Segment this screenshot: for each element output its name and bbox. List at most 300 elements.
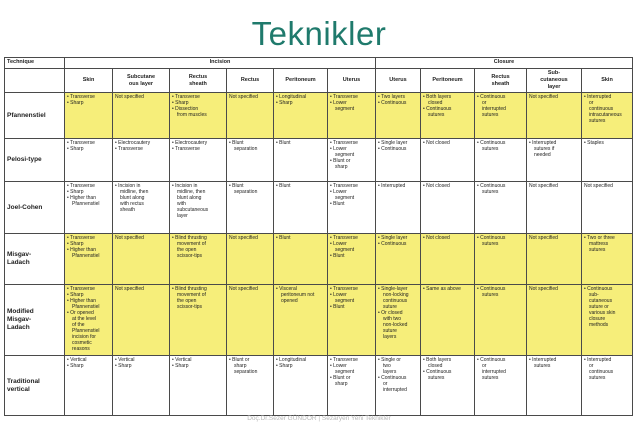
table-cell (582, 234, 633, 285)
cell-text: Not specified (115, 235, 144, 241)
cell-text: layers (383, 369, 397, 375)
cell-text: • Electrocautery (115, 140, 151, 146)
cell-text: • Lower (330, 189, 347, 195)
cell-text: • Vertical (67, 357, 87, 363)
cell-text: • Blunt (229, 140, 244, 146)
cell-text: • Transverse (330, 94, 358, 100)
cell-text: sutures (482, 189, 499, 195)
cell-text: • Continuous (477, 357, 506, 363)
cell-text: • Sharp (276, 100, 293, 106)
cell-text: • Staples (584, 140, 604, 146)
cell-text: • Lower (330, 363, 347, 369)
cell-text: Not specified (115, 286, 144, 292)
cell-text: scissor-tips (177, 253, 203, 259)
table-cell (527, 285, 582, 356)
cell-text: • Interrupted (584, 94, 612, 100)
cell-text: sutures (428, 375, 445, 381)
table-cell (65, 356, 113, 416)
cell-text: • Blunt or (229, 357, 250, 363)
cell-text: • Continuous (477, 235, 506, 241)
cell-text: continuous (589, 106, 614, 112)
table-cell (328, 93, 376, 139)
table-cell (170, 182, 227, 234)
cell-text: • Single or (378, 357, 401, 363)
column-header (527, 69, 582, 93)
cell-text: • Lower (330, 146, 347, 152)
table-cell (376, 356, 421, 416)
cell-text: • Blunt (276, 183, 291, 189)
table-cell (582, 93, 633, 139)
technique-name (5, 182, 65, 234)
cell-text: • Lower (330, 241, 347, 247)
cell-text: midline, then (120, 189, 149, 195)
closure-header: Closure (376, 58, 633, 69)
table-cell (65, 182, 113, 234)
table-cell (170, 285, 227, 356)
cell-text: suture (383, 328, 397, 334)
cell-text: • Two or three (584, 235, 615, 241)
cell-text: • Sharp (67, 363, 84, 369)
cell-text: segment (335, 298, 355, 304)
technique-row (5, 285, 633, 356)
technique-name-line: Traditional (7, 377, 40, 385)
cell-text: or (482, 100, 487, 106)
column-header-line: Rectus (491, 73, 510, 80)
cell-text: • Vertical (172, 357, 192, 363)
table-cell (227, 285, 274, 356)
cell-text: • Sharp (67, 241, 84, 247)
column-header-line: layer (547, 84, 561, 90)
cell-text: interrupted (482, 106, 506, 112)
cell-text: the open (177, 247, 197, 253)
table-cell (227, 234, 274, 285)
cell-text: the open (177, 298, 197, 304)
cell-text: Not specified (529, 235, 558, 241)
cell-text: interrupted (383, 387, 407, 393)
cell-text: • Incision in (115, 183, 141, 189)
cell-text: • Blunt (276, 140, 291, 146)
table-cell (421, 139, 475, 182)
cell-text: • Blunt (229, 183, 244, 189)
table-cell (376, 93, 421, 139)
column-header-line: Rectus (188, 73, 208, 80)
table-cell (274, 356, 328, 416)
cell-text: closure (589, 316, 606, 322)
table-cell (421, 285, 475, 356)
cell-text: • Transverse (330, 140, 358, 146)
cell-text: • Transverse (67, 286, 95, 292)
table-cell (65, 285, 113, 356)
table-cell (376, 182, 421, 234)
table-cell (113, 182, 170, 234)
cell-text: • Transverse (330, 357, 358, 363)
incision-header: Incision (65, 58, 376, 69)
cell-text: • Sharp (67, 146, 84, 152)
cell-text: • Both layers (423, 357, 452, 363)
cell-text: • Continuous (423, 369, 452, 375)
column-header-row (5, 69, 633, 93)
technique-name (5, 139, 65, 182)
table-cell (274, 182, 328, 234)
cell-text: • Two layers (378, 94, 405, 100)
technique-name-line: Pelosi-type (7, 156, 42, 163)
cell-text: with rectus (120, 201, 144, 207)
table-cell (527, 139, 582, 182)
cell-text: segment (335, 106, 355, 112)
cell-text: Not specified (584, 183, 613, 189)
cell-text: • Blunt or (330, 158, 351, 164)
cell-text: Not specified (529, 286, 558, 292)
column-header-line: Uterus (342, 77, 361, 83)
cell-text: continuous (383, 298, 408, 304)
cell-text: • Blunt or (330, 375, 351, 381)
table-cell (582, 139, 633, 182)
cell-text: intracutaneous (589, 112, 622, 118)
cell-text: • Sharp (172, 363, 189, 369)
cell-text: opened (281, 298, 298, 304)
cell-text: mattress (589, 241, 609, 247)
table-cell (113, 93, 170, 139)
table-cell (274, 93, 328, 139)
cell-text: • Blunt (330, 253, 345, 259)
cell-text: sutures (482, 112, 499, 118)
cell-text: of the (72, 322, 85, 328)
column-header-line: sheath (491, 80, 510, 87)
cell-text: various skin (589, 310, 616, 316)
cell-text: sutures (589, 247, 606, 253)
technique-name-line: vertical (7, 385, 30, 393)
cell-text: sutures if (534, 146, 555, 152)
technique-name-line: Modified (7, 308, 34, 315)
table-cell (65, 93, 113, 139)
cell-text: two (383, 363, 391, 369)
cell-text: incision for (72, 334, 96, 340)
cell-text: Pfannenstiel (72, 253, 100, 259)
cell-text: • Single layer (378, 140, 408, 146)
table-cell (227, 93, 274, 139)
table-cell (328, 285, 376, 356)
column-header (328, 69, 376, 93)
cell-text: cosmetic (72, 340, 92, 346)
table-cell (328, 182, 376, 234)
cell-text: • Continuous (423, 106, 452, 112)
table-cell (274, 139, 328, 182)
cell-text: continuous (589, 369, 614, 375)
cell-text: Not specified (115, 94, 144, 100)
cell-text: separation (234, 146, 258, 152)
cell-text: • Transverse (67, 94, 95, 100)
cell-text: Not specified (229, 235, 258, 241)
cell-text: closed (428, 363, 443, 369)
technique-row (5, 139, 633, 182)
cell-text: • Higher than (67, 195, 96, 201)
cell-text: • Longitudinal (276, 357, 307, 363)
column-header (582, 69, 633, 93)
technique-name-line: Joel-Cohen (7, 203, 43, 211)
cell-text: • Interrupted (529, 357, 557, 363)
table-cell (170, 139, 227, 182)
cell-text: • Blind thrusting (172, 286, 207, 292)
cell-text: • Both layers (423, 94, 452, 100)
technique-row (5, 182, 633, 234)
cell-text: • Blunt (330, 304, 345, 310)
table-cell (527, 93, 582, 139)
cell-text: with (177, 201, 186, 207)
cell-text: • Sharp (67, 100, 84, 106)
cell-text: • Continuous (378, 100, 407, 106)
table-cell (475, 234, 527, 285)
table-cell (421, 234, 475, 285)
cell-text: layer (177, 213, 188, 219)
column-header-line: Peritoneum (285, 77, 316, 83)
cell-text: or (383, 381, 388, 387)
table-cell (527, 182, 582, 234)
cell-text: • Blunt (276, 235, 291, 241)
table-cell (170, 234, 227, 285)
column-header-line: Peritoneum (432, 77, 463, 83)
cell-text: • Incision in (172, 183, 198, 189)
table-cell (475, 139, 527, 182)
table-cell (475, 93, 527, 139)
table-cell (170, 93, 227, 139)
technique-name-line: Ladach (7, 259, 30, 266)
cell-text: • Transverse (67, 140, 95, 146)
cell-text: segment (335, 369, 355, 375)
column-header-line: Uterus (389, 77, 407, 83)
cell-text: • Continuous (378, 241, 407, 247)
column-header (65, 69, 113, 93)
cell-text: sutures (482, 146, 499, 152)
cell-text: • Continuous (584, 286, 613, 292)
cell-text: Pfannenstiel (72, 304, 100, 310)
technique-name (5, 285, 65, 356)
table-cell (328, 356, 376, 416)
blank-header-cell (5, 69, 65, 93)
column-header (421, 69, 475, 93)
cell-text: • Transverse (330, 235, 358, 241)
cell-text: layers (383, 334, 397, 340)
cell-text: • Not closed (423, 183, 450, 189)
column-header (227, 69, 274, 93)
footer-text: Doç.Dr.Sezer GÜNDOR | Sezaryen Yeni Teknikler (247, 415, 391, 422)
cell-text: scissor-tips (177, 304, 203, 310)
cell-text: sharp (335, 164, 348, 170)
cell-text: cutaneous (589, 298, 613, 304)
table-cell (527, 234, 582, 285)
cell-text: • Transverse (115, 146, 143, 152)
cell-text: non-locked (383, 322, 408, 328)
cell-text: • Interrupted (378, 183, 406, 189)
technique-row (5, 234, 633, 285)
cell-text: sutures (589, 118, 606, 124)
table-cell (527, 356, 582, 416)
cell-text: • Transverse (172, 94, 200, 100)
cell-text: • Continuous (477, 94, 506, 100)
table-cell (274, 234, 328, 285)
cell-text: closed (428, 100, 443, 106)
column-header-line: Rectus (240, 77, 260, 83)
cell-text: Not specified (529, 94, 558, 100)
cell-text: • Sharp (172, 100, 189, 106)
cell-text: blunt along (120, 195, 145, 201)
cell-text: sutures (482, 241, 499, 247)
cell-text: • Higher than (67, 247, 96, 253)
technique-name-line: Misgav- (7, 316, 32, 323)
cell-text: • Blind thrusting (172, 235, 207, 241)
cell-text: peritoneum not (281, 292, 315, 298)
techniques-table (4, 57, 633, 416)
cell-text: with two (383, 316, 402, 322)
cell-text: movement of (177, 241, 206, 247)
cell-text: • Sharp (67, 189, 84, 195)
cell-text: • Not closed (423, 140, 450, 146)
cell-text: movement of (177, 292, 206, 298)
cell-text: • Not closed (423, 235, 450, 241)
table-cell (421, 182, 475, 234)
table-cell (475, 356, 527, 416)
cell-text: • Or opened (67, 310, 94, 316)
cell-text: sub- (589, 292, 599, 298)
cell-text: • Transverse (67, 183, 95, 189)
cell-text: sharp (335, 381, 348, 387)
column-header (274, 69, 328, 93)
table-cell (113, 234, 170, 285)
column-header (475, 69, 527, 93)
cell-text: needed (534, 152, 551, 158)
table-cell (113, 356, 170, 416)
column-header-line: Skin (82, 77, 95, 83)
cell-text: • Higher than (67, 298, 96, 304)
table-cell (113, 139, 170, 182)
technique-name-line: Pfannenstiel (7, 111, 46, 119)
cell-text: • Or closed (378, 310, 403, 316)
technique-row (5, 93, 633, 139)
cell-text: • Interrupted (529, 140, 557, 146)
table-cell (376, 234, 421, 285)
table-cell (475, 285, 527, 356)
column-header-line: sheath (189, 80, 207, 87)
cell-text: • Same as above (423, 286, 461, 292)
cell-text: segment (335, 247, 355, 253)
cell-text: interrupted (482, 369, 506, 375)
cell-text: midline, then (177, 189, 206, 195)
cell-text: • Continuous (378, 146, 407, 152)
technique-name-line: Misgav- (7, 251, 32, 258)
cell-text: suture (383, 304, 397, 310)
cell-text: • Single layer (378, 235, 408, 241)
table-cell (227, 356, 274, 416)
column-header-line: cutaneous (540, 77, 568, 83)
cell-text: sutures (482, 375, 499, 381)
table-cell (582, 285, 633, 356)
cell-text: • Blunt (330, 201, 345, 207)
cell-text: segment (335, 152, 355, 158)
cell-text: Pfannenstiel (72, 328, 100, 334)
cell-text: non-locking (383, 292, 409, 298)
cell-text: sutures (428, 112, 445, 118)
cell-text: segment (335, 195, 355, 201)
cell-text: • Lower (330, 292, 347, 298)
column-header-line: ous layer (128, 80, 154, 87)
table-cell (475, 182, 527, 234)
cell-text: • Transverse (330, 286, 358, 292)
cell-text: • Sharp (276, 363, 293, 369)
table-cell (170, 356, 227, 416)
cell-text: sheath (120, 207, 136, 213)
cell-text: Not specified (229, 94, 258, 100)
technique-name (5, 93, 65, 139)
column-header-line: Skin (601, 77, 613, 83)
table-cell (227, 182, 274, 234)
table-cell (274, 285, 328, 356)
cell-text: • Continuous (477, 140, 506, 146)
cell-text: sutures (482, 292, 499, 298)
technique-name-line: Ladach (7, 324, 30, 331)
table-cell (328, 234, 376, 285)
cell-text: or (589, 100, 594, 106)
technique-header: Technique (5, 58, 65, 69)
cell-text: • Sharp (67, 292, 84, 298)
cell-text: Pfannenstiel (72, 201, 100, 207)
cell-text: • Electrocautery (172, 140, 208, 146)
cell-text: from muscles (177, 112, 207, 118)
cell-text: sutures (589, 375, 606, 381)
table-cell (421, 356, 475, 416)
cell-text: sharp (234, 363, 247, 369)
cell-text: • Continuous (477, 183, 506, 189)
table-cell (328, 139, 376, 182)
table-cell (65, 234, 113, 285)
column-header-line: Sub- (547, 70, 561, 76)
cell-text: • Continuous (378, 375, 407, 381)
cell-text: • Dissection (172, 106, 199, 112)
cell-text: suture or (589, 304, 609, 310)
cell-text: subcutaneous (177, 207, 209, 213)
cell-text: at the level (72, 316, 97, 322)
cell-text: • Visceral (276, 286, 297, 292)
cell-text: • Transverse (67, 235, 95, 241)
cell-text: • Lower (330, 100, 347, 106)
table-cell (376, 139, 421, 182)
cell-text: blunt along (177, 195, 202, 201)
cell-text: • Interrupted (584, 357, 612, 363)
cell-text: • Vertical (115, 357, 135, 363)
table-cell (582, 356, 633, 416)
cell-text: separation (234, 189, 258, 195)
column-header (376, 69, 421, 93)
cell-text: methods (589, 322, 609, 328)
cell-text: sutures (534, 363, 551, 369)
table-cell (113, 285, 170, 356)
table-cell (227, 139, 274, 182)
cell-text: • Transverse (330, 183, 358, 189)
group-header-row (5, 58, 633, 69)
column-header (113, 69, 170, 93)
cell-text: Not specified (529, 183, 558, 189)
cell-text: • Sharp (115, 363, 132, 369)
cell-text: • Transverse (172, 146, 200, 152)
table-cell (421, 93, 475, 139)
cell-text: • Continuous (477, 286, 506, 292)
cell-text: • Longitudinal (276, 94, 307, 100)
technique-name (5, 356, 65, 416)
table-cell (376, 285, 421, 356)
slide-title: Teknikler (251, 15, 387, 52)
table-cell (65, 139, 113, 182)
cell-text: or (589, 363, 594, 369)
column-header-line: Subcutane (126, 73, 156, 80)
column-header (170, 69, 227, 93)
